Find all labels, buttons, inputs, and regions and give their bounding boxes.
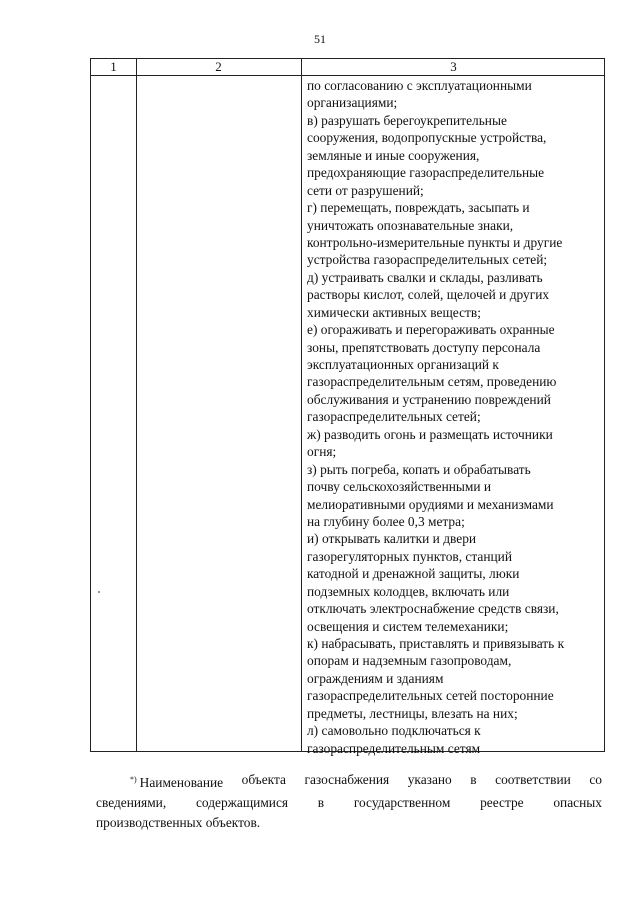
column-3-line: газорегуляторных пунктов, станций bbox=[307, 548, 513, 564]
column-3-line: к) набрасывать, приставлять и привязывать к bbox=[307, 636, 565, 651]
footnote-word bbox=[589, 770, 602, 793]
column-3-line: подземных колодцев, включать или bbox=[307, 583, 510, 599]
scan-speck bbox=[98, 591, 100, 593]
column-3-line: катодной и дренажной защиты, люки bbox=[307, 566, 520, 582]
column-3-line: газораспределительных сетей посторонние bbox=[307, 688, 554, 704]
column-3-line: предохраняющие газораспределительные bbox=[307, 165, 545, 181]
footnote-word: в bbox=[317, 795, 325, 810]
footnote-word: государственном bbox=[353, 795, 451, 810]
column-header-3: 3 bbox=[450, 59, 457, 74]
column-3-line: е) огораживать и перегораживать охранные bbox=[307, 322, 555, 338]
column-3-line: зоны, препятствовать доступу персонала bbox=[307, 339, 541, 355]
footnote-line-2 bbox=[96, 793, 602, 813]
requirements-table bbox=[90, 58, 605, 756]
column-3-line: опорам и надземным газопроводам, bbox=[307, 653, 512, 669]
footnote-word bbox=[130, 770, 223, 793]
column-3-line: и) открывать калитки и двери bbox=[307, 531, 477, 547]
column-3-line: устройства газораспределительных сетей; bbox=[307, 252, 548, 268]
column-divider-1 bbox=[136, 59, 137, 751]
column-header-2: 2 bbox=[215, 59, 222, 74]
column-3-line: по согласованию с эксплуатационными bbox=[307, 78, 532, 93]
column-3-line: отключать электроснабжение средств связи, bbox=[307, 601, 559, 617]
column-3-line: освещения и систем телемеханики; bbox=[307, 618, 509, 634]
column-3-line: сети от разрушений; bbox=[307, 182, 424, 198]
column-header-1: 1 bbox=[110, 59, 117, 74]
column-3-text bbox=[307, 77, 605, 757]
footnote-word bbox=[408, 770, 452, 793]
footnote-marker: *) bbox=[130, 775, 137, 784]
footnote-word: содержащимися bbox=[195, 795, 289, 810]
footnote-word bbox=[242, 770, 286, 793]
footnote-word-text: объекта bbox=[241, 772, 286, 787]
footnote-word-text: Наименование bbox=[139, 775, 224, 790]
column-3-line: ж) разводить огонь и размещать источники bbox=[307, 426, 553, 442]
column-3-line: почву сельскохозяйственными и bbox=[307, 479, 492, 495]
footnote bbox=[96, 770, 602, 833]
column-3-line: г) перемещать, повреждать, засыпать и bbox=[307, 200, 530, 216]
column-3-line: организациями; bbox=[307, 95, 398, 111]
footnote-word: сведениями, bbox=[96, 795, 167, 810]
footnote-word bbox=[470, 770, 476, 793]
column-divider-2 bbox=[301, 59, 302, 751]
column-3-line: в) разрушать берегоукрепительные bbox=[307, 112, 507, 128]
column-3-line: мелиоративными орудиями и механизмами bbox=[307, 496, 554, 512]
footnote-word-text: газоснабжения bbox=[304, 772, 390, 787]
footnote-word bbox=[495, 770, 571, 793]
column-3-line: д) устраивать свалки и склады, разливать bbox=[307, 269, 543, 285]
footnote-line-1 bbox=[96, 770, 602, 793]
column-3-line: земляные и иные сооружения, bbox=[307, 147, 480, 163]
column-3-line: огня; bbox=[307, 444, 337, 460]
footnote-word-text: указано bbox=[407, 772, 452, 787]
column-3-line: на глубину более 0,3 метра; bbox=[307, 513, 465, 529]
column-3-line: предметы, лестницы, влезать на них; bbox=[307, 705, 518, 721]
column-3-line: газораспределительным сетям, проведению bbox=[307, 374, 557, 390]
column-3-line: з) рыть погреба, копать и обрабатывать bbox=[307, 461, 531, 477]
footnote-line-3: производственных объектов. bbox=[96, 815, 261, 830]
column-3-line: уничтожать опознавательные знаки, bbox=[307, 217, 514, 233]
column-3-line: контрольно-измерительные пункты и другие bbox=[307, 234, 563, 250]
footnote-word-text: со bbox=[589, 772, 602, 787]
column-3-line: л) самовольно подключаться к bbox=[307, 723, 481, 739]
column-3-line: газораспределительным сетям bbox=[307, 740, 481, 756]
footnote-word-text: соответствии bbox=[495, 772, 571, 787]
column-3-line: химически активных веществ; bbox=[307, 304, 481, 320]
column-3-line: растворы кислот, солей, щелочей и других bbox=[307, 287, 550, 303]
footnote-word: реестре bbox=[480, 795, 524, 810]
column-3-line: сооружения, водопропускные устройства, bbox=[307, 130, 547, 146]
column-3-line: эксплуатационных организаций к bbox=[307, 357, 499, 372]
footnote-word-text: в bbox=[470, 772, 477, 787]
page-number: 51 bbox=[314, 32, 326, 46]
footnote-word: опасных bbox=[553, 795, 602, 810]
header-divider bbox=[91, 75, 604, 76]
column-3-line: газораспределительных сетей; bbox=[307, 409, 481, 425]
footnote-word bbox=[304, 770, 389, 793]
column-3-line: ограждениям и зданиям bbox=[307, 670, 444, 686]
column-3-line: обслуживания и устранению повреждений bbox=[307, 391, 551, 407]
